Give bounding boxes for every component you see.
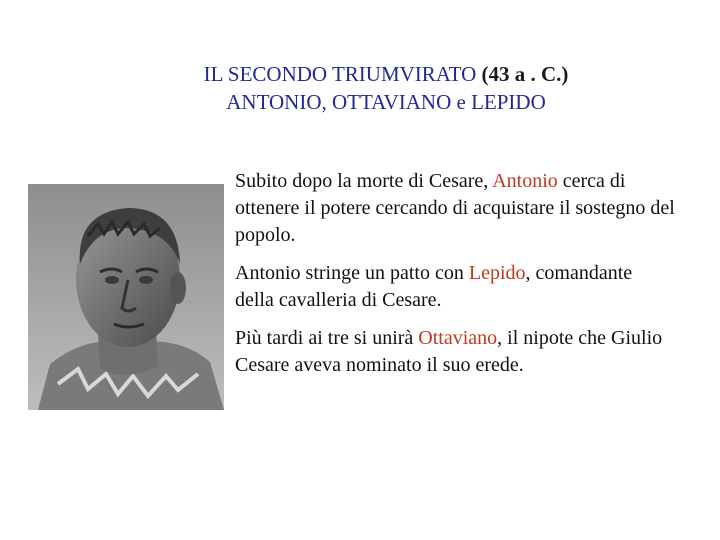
slide-title xyxy=(0,60,720,116)
bust-portrait-icon xyxy=(28,184,224,410)
paragraph-ottaviano xyxy=(235,325,675,379)
text-span: , comandante della cavalleria di Cesare. xyxy=(235,262,633,311)
title-date: (43 a . C.) xyxy=(481,62,569,86)
text-span: Più tardi ai tre si unirà xyxy=(235,327,419,349)
paragraph-lepido xyxy=(235,260,675,314)
text-span: , il nipote che Giulio Cesare aveva nominato il suo erede. xyxy=(235,327,663,376)
paragraph-antonio xyxy=(235,168,675,249)
name-ottaviano: Ottaviano xyxy=(418,327,498,349)
name-antonio: Antonio xyxy=(492,170,558,192)
name-lepido: Lepido xyxy=(468,262,526,284)
title-line-1 xyxy=(0,60,720,88)
text-span: cerca di ottenere il potere cercando di acquistare il sostegno del popolo. xyxy=(235,170,675,246)
title-main: IL SECONDO TRIUMVIRATO xyxy=(203,62,477,86)
text-span: Subito dopo la morte di Cesare, xyxy=(235,170,493,192)
title-line-2: ANTONIO, OTTAVIANO e LEPIDO xyxy=(226,90,546,114)
content-text xyxy=(235,168,675,390)
text-span: Antonio stringe un patto con xyxy=(235,262,469,284)
